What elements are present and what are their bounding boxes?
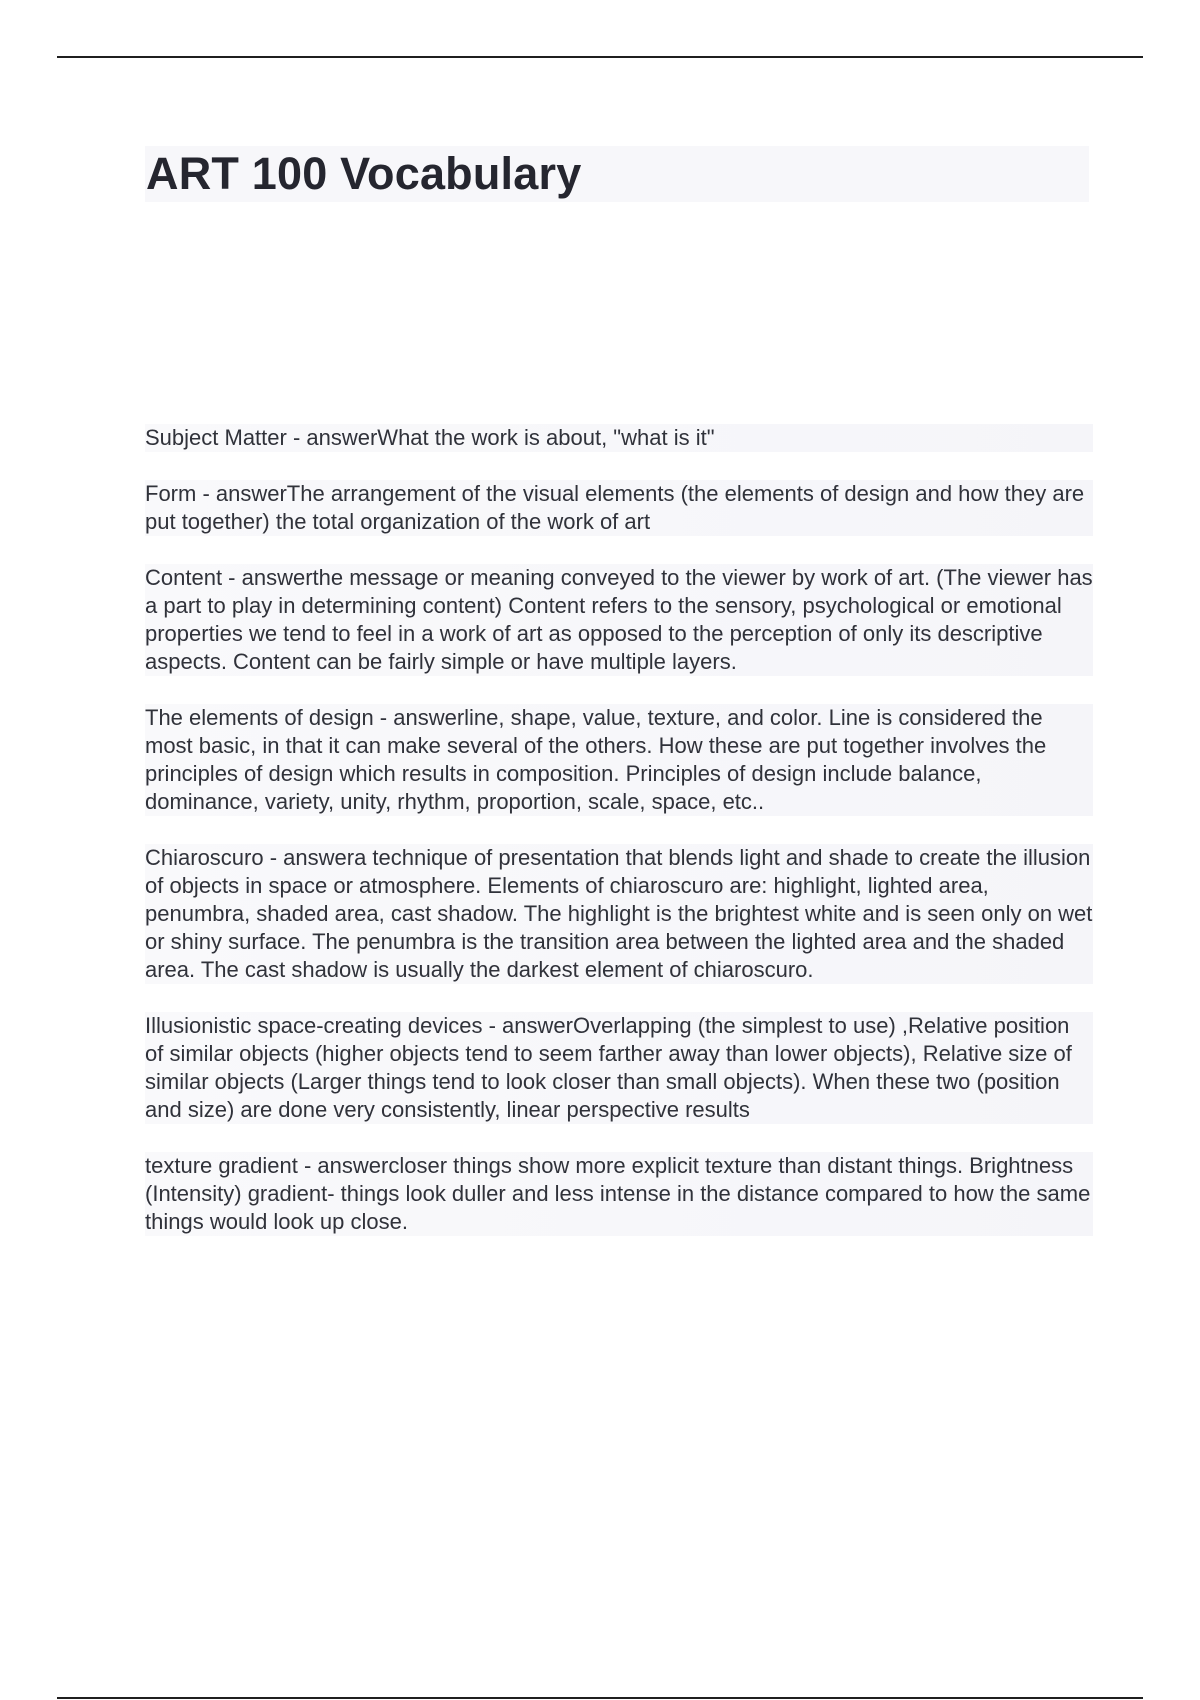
bottom-rule [57,1697,1143,1699]
vocab-entry-subject-matter: Subject Matter - answerWhat the work is about, "what is it" [145,424,1093,452]
vocab-entry-chiaroscuro: Chiaroscuro - answera technique of presentation that blends light and shade to create the illusion of objects in space or atmosphere. Elements of chiaroscuro are: highlight, lighted area, penumbra, shaded area, cast shadow. The highlight is the brightest white and is seen only on wet or shiny surface. The penumbra is the transition area between the lighted area and the shaded area. The cast shadow is usually the darkest element of chiaroscuro. [145,845,1093,982]
vocabulary-list [145,424,1093,1264]
vocab-entry-elements-of-design: The elements of design - answerline, shape, value, texture, and color. Line is considered the most basic, in that it can make several of the others. How these are put together involves the principles of design which results in composition. Principles of design include balance, dominance, variety, unity, rhythm, proportion, scale, space, etc.. [145,704,1093,816]
top-rule [57,56,1143,58]
vocab-entry-content: Content - answerthe message or meaning conveyed to the viewer by work of art. (The viewer has a part to play in determining content) Content refers to the sensory, psychological or emotional properties we tend to feel in a work of art as opposed to the perception of only its descriptive aspects. Content can be fairly simple or have multiple layers. [145,565,1093,674]
vocab-entry-illusionistic-space: Illusionistic space-creating devices - answerOverlapping (the simplest to use) ,Relative position of similar objects (higher objects tend to seem farther away than lower objects), Relative size of similar objects (Larger things tend to look closer than small objects). When these two (position and size) are done very consistently, linear perspective results [145,1012,1093,1124]
page-title: ART 100 Vocabulary [146,148,582,199]
vocab-entry-texture-gradient: texture gradient - answercloser things show more explicit texture than distant things. Brightness (Intensity) gradient- things look duller and less intense in the distance compared to how the same things would look up close. [145,1152,1093,1236]
vocab-entry-form: Form - answerThe arrangement of the visual elements (the elements of design and how they are put together) the total organization of the work of art [145,480,1093,536]
